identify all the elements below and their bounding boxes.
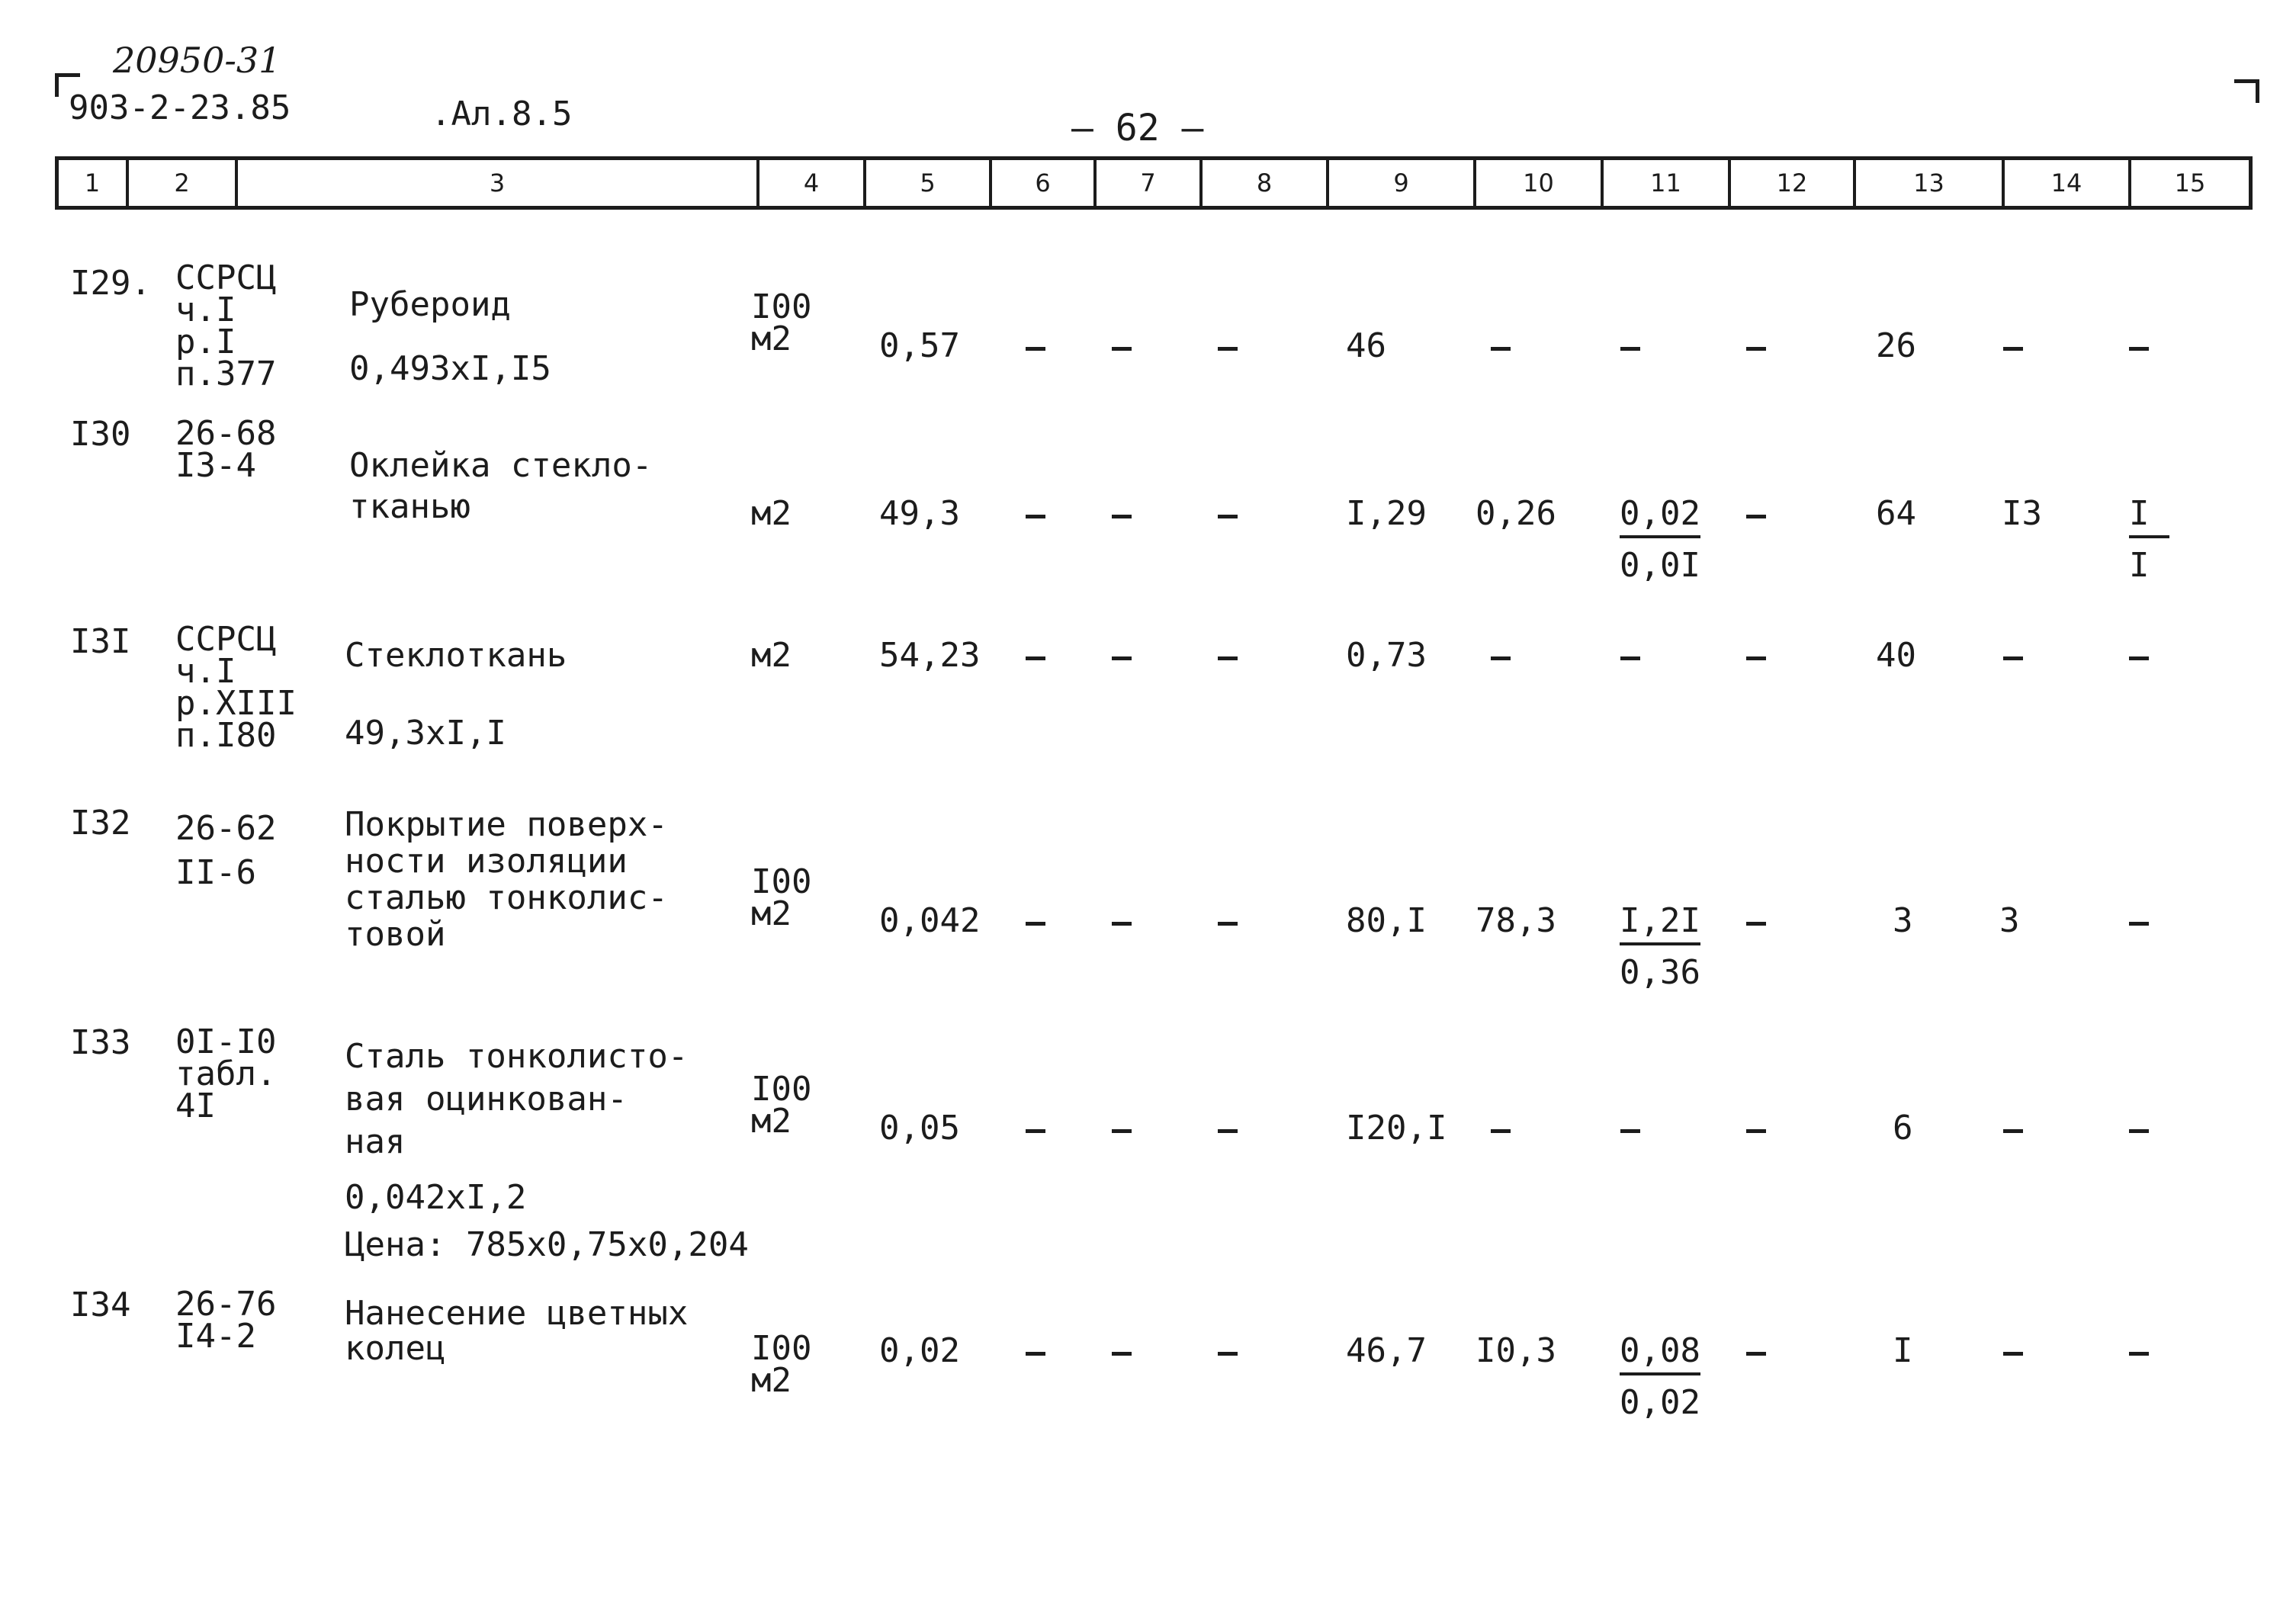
row-c11-fraction: $\frac{0,02}{0,0I}$ (1620, 494, 1700, 585)
row-c9: 46 (1346, 326, 1386, 365)
document-code: 903-2-23.85 (69, 88, 291, 127)
dash-c7 (1112, 1129, 1132, 1133)
dash-c14 (2003, 656, 2023, 660)
column-header: 8 (1203, 160, 1329, 206)
column-header: 15 (2174, 169, 2206, 197)
row-number: I29. (70, 264, 151, 303)
dash-c12 (1746, 1129, 1766, 1133)
row-c13: 64 (1876, 494, 1916, 533)
row-unit: м2 (751, 636, 792, 675)
row-quantity: 54,23 (879, 636, 981, 675)
dash-c12 (1746, 347, 1766, 351)
dash-c11 (1620, 656, 1640, 660)
dash-c6 (1026, 656, 1045, 660)
row-code: ССРСЦ ч.I р.I п.377 (175, 258, 277, 393)
dash-c11 (1620, 347, 1640, 351)
dash-c8 (1218, 1129, 1238, 1133)
dash-c15 (2129, 1129, 2149, 1133)
column-header-row (55, 156, 2253, 210)
row-number: I3I (70, 622, 131, 661)
column-header: 1 (59, 160, 129, 206)
row-c10: 0,26 (1476, 494, 1556, 533)
row-number: I30 (70, 415, 131, 454)
column-header: 2 (129, 160, 238, 206)
column-header: 10 (1476, 160, 1604, 206)
column-header: 6 (992, 160, 1097, 206)
row-c13: 40 (1876, 636, 1916, 675)
dash-c6 (1026, 515, 1045, 518)
column-header: 3 (238, 160, 759, 206)
sheet-reference: .Ал.8.5 (431, 95, 573, 133)
column-header: 13 (1856, 160, 2005, 206)
page-number: — 62 — (1071, 107, 1204, 149)
dash-c15 (2129, 922, 2149, 926)
dash-c8 (1218, 347, 1238, 351)
column-header: 9 (1329, 160, 1476, 206)
dash-c12 (1746, 515, 1766, 518)
dash-c8 (1218, 656, 1238, 660)
corner-mark-top-right (2234, 79, 2259, 103)
row-number: I33 (70, 1023, 131, 1062)
handwritten-number: 20950-31 (113, 40, 281, 81)
row-description: Рубероид (349, 285, 511, 324)
row-unit: I00 м2 (751, 287, 812, 358)
row-number: I34 (70, 1286, 131, 1324)
row-description: Покрытие поверх- ности изоляции сталью тонколис- товой (345, 805, 668, 954)
dash-c14 (2003, 1352, 2023, 1356)
dash-c10 (1491, 656, 1511, 660)
dash-c7 (1112, 347, 1132, 351)
row-c9: I,29 (1346, 494, 1427, 533)
dash-c7 (1112, 656, 1132, 660)
row-formula: 0,042хI,2 Цена: 785х0,75х0,204 (345, 1178, 749, 1264)
dash-c7 (1112, 515, 1132, 518)
row-formula: 49,3хI,I (345, 714, 506, 753)
column-header: 4 (759, 160, 866, 206)
row-c10: I0,3 (1476, 1331, 1556, 1370)
row-c9: 46,7 (1346, 1331, 1427, 1370)
row-code: 26-76 I4-2 (175, 1285, 277, 1356)
row-c13: 6 (1893, 1109, 1913, 1148)
row-c13: 26 (1876, 326, 1916, 365)
dash-c12 (1746, 656, 1766, 660)
column-header: 12 (1731, 160, 1856, 206)
row-unit: I00 м2 (751, 862, 812, 933)
column-header: 11 (1604, 160, 1731, 206)
row-quantity: 0,57 (879, 326, 960, 365)
row-code: ССРСЦ ч.I р.XIII п.I80 (175, 620, 297, 755)
row-c11-fraction: $\frac{0,08}{0,02}$ (1620, 1331, 1700, 1422)
row-code: 0I-I0 табл. 4I (175, 1022, 277, 1125)
row-description: Сталь тонколисто- вая оцинкован- ная (345, 1037, 689, 1161)
row-description: Оклейка стекло- тканью (349, 446, 653, 526)
column-header: 7 (1097, 160, 1203, 206)
dash-c12 (1746, 922, 1766, 926)
dash-c7 (1112, 1352, 1132, 1356)
row-c13: 3 (1893, 901, 1913, 940)
row-c15-fraction: $\frac{I}{I}$ (2129, 497, 2169, 583)
row-description: Нанесение цветных колец (345, 1294, 689, 1368)
row-code: 26-68 I3-4 (175, 414, 277, 485)
dash-c8 (1218, 515, 1238, 518)
row-c13: I (1893, 1331, 1913, 1370)
row-c9: I20,I (1346, 1109, 1447, 1148)
row-c9: 0,73 (1346, 636, 1427, 675)
column-header: 14 (2005, 160, 2131, 206)
dash-c10 (1491, 1129, 1511, 1133)
dash-c10 (1491, 347, 1511, 351)
dash-c6 (1026, 922, 1045, 926)
dash-c15 (2129, 1352, 2149, 1356)
dash-c8 (1218, 922, 1238, 926)
row-c14: 3 (1999, 901, 2020, 940)
row-c9: 80,I (1346, 901, 1427, 940)
dash-c14 (2003, 1129, 2023, 1133)
row-number: I32 (70, 804, 131, 843)
dash-c15 (2129, 656, 2149, 660)
dash-c14 (2003, 347, 2023, 351)
dash-c11 (1620, 1129, 1640, 1133)
row-description: Стеклоткань (345, 636, 567, 675)
dash-c8 (1218, 1352, 1238, 1356)
row-c10: 78,3 (1476, 901, 1556, 940)
dash-c15 (2129, 347, 2149, 351)
row-quantity: 49,3 (879, 494, 960, 533)
dash-c7 (1112, 922, 1132, 926)
row-formula: 0,493хI,I5 (349, 349, 551, 388)
row-code: 26-62 II-6 (175, 809, 277, 892)
row-quantity: 0,042 (879, 901, 981, 940)
row-unit: I00 м2 (751, 1070, 812, 1141)
row-c11-fraction: $\frac{I,2I}{0,36}$ (1620, 901, 1700, 992)
dash-c6 (1026, 1129, 1045, 1133)
row-quantity: 0,02 (879, 1331, 960, 1370)
row-unit: м2 (751, 494, 792, 533)
dash-c6 (1026, 1352, 1045, 1356)
row-c14: I3 (2002, 494, 2042, 533)
row-quantity: 0,05 (879, 1109, 960, 1148)
dash-c6 (1026, 347, 1045, 351)
dash-c12 (1746, 1352, 1766, 1356)
column-header: 5 (866, 160, 992, 206)
row-unit: I00 м2 (751, 1329, 812, 1400)
